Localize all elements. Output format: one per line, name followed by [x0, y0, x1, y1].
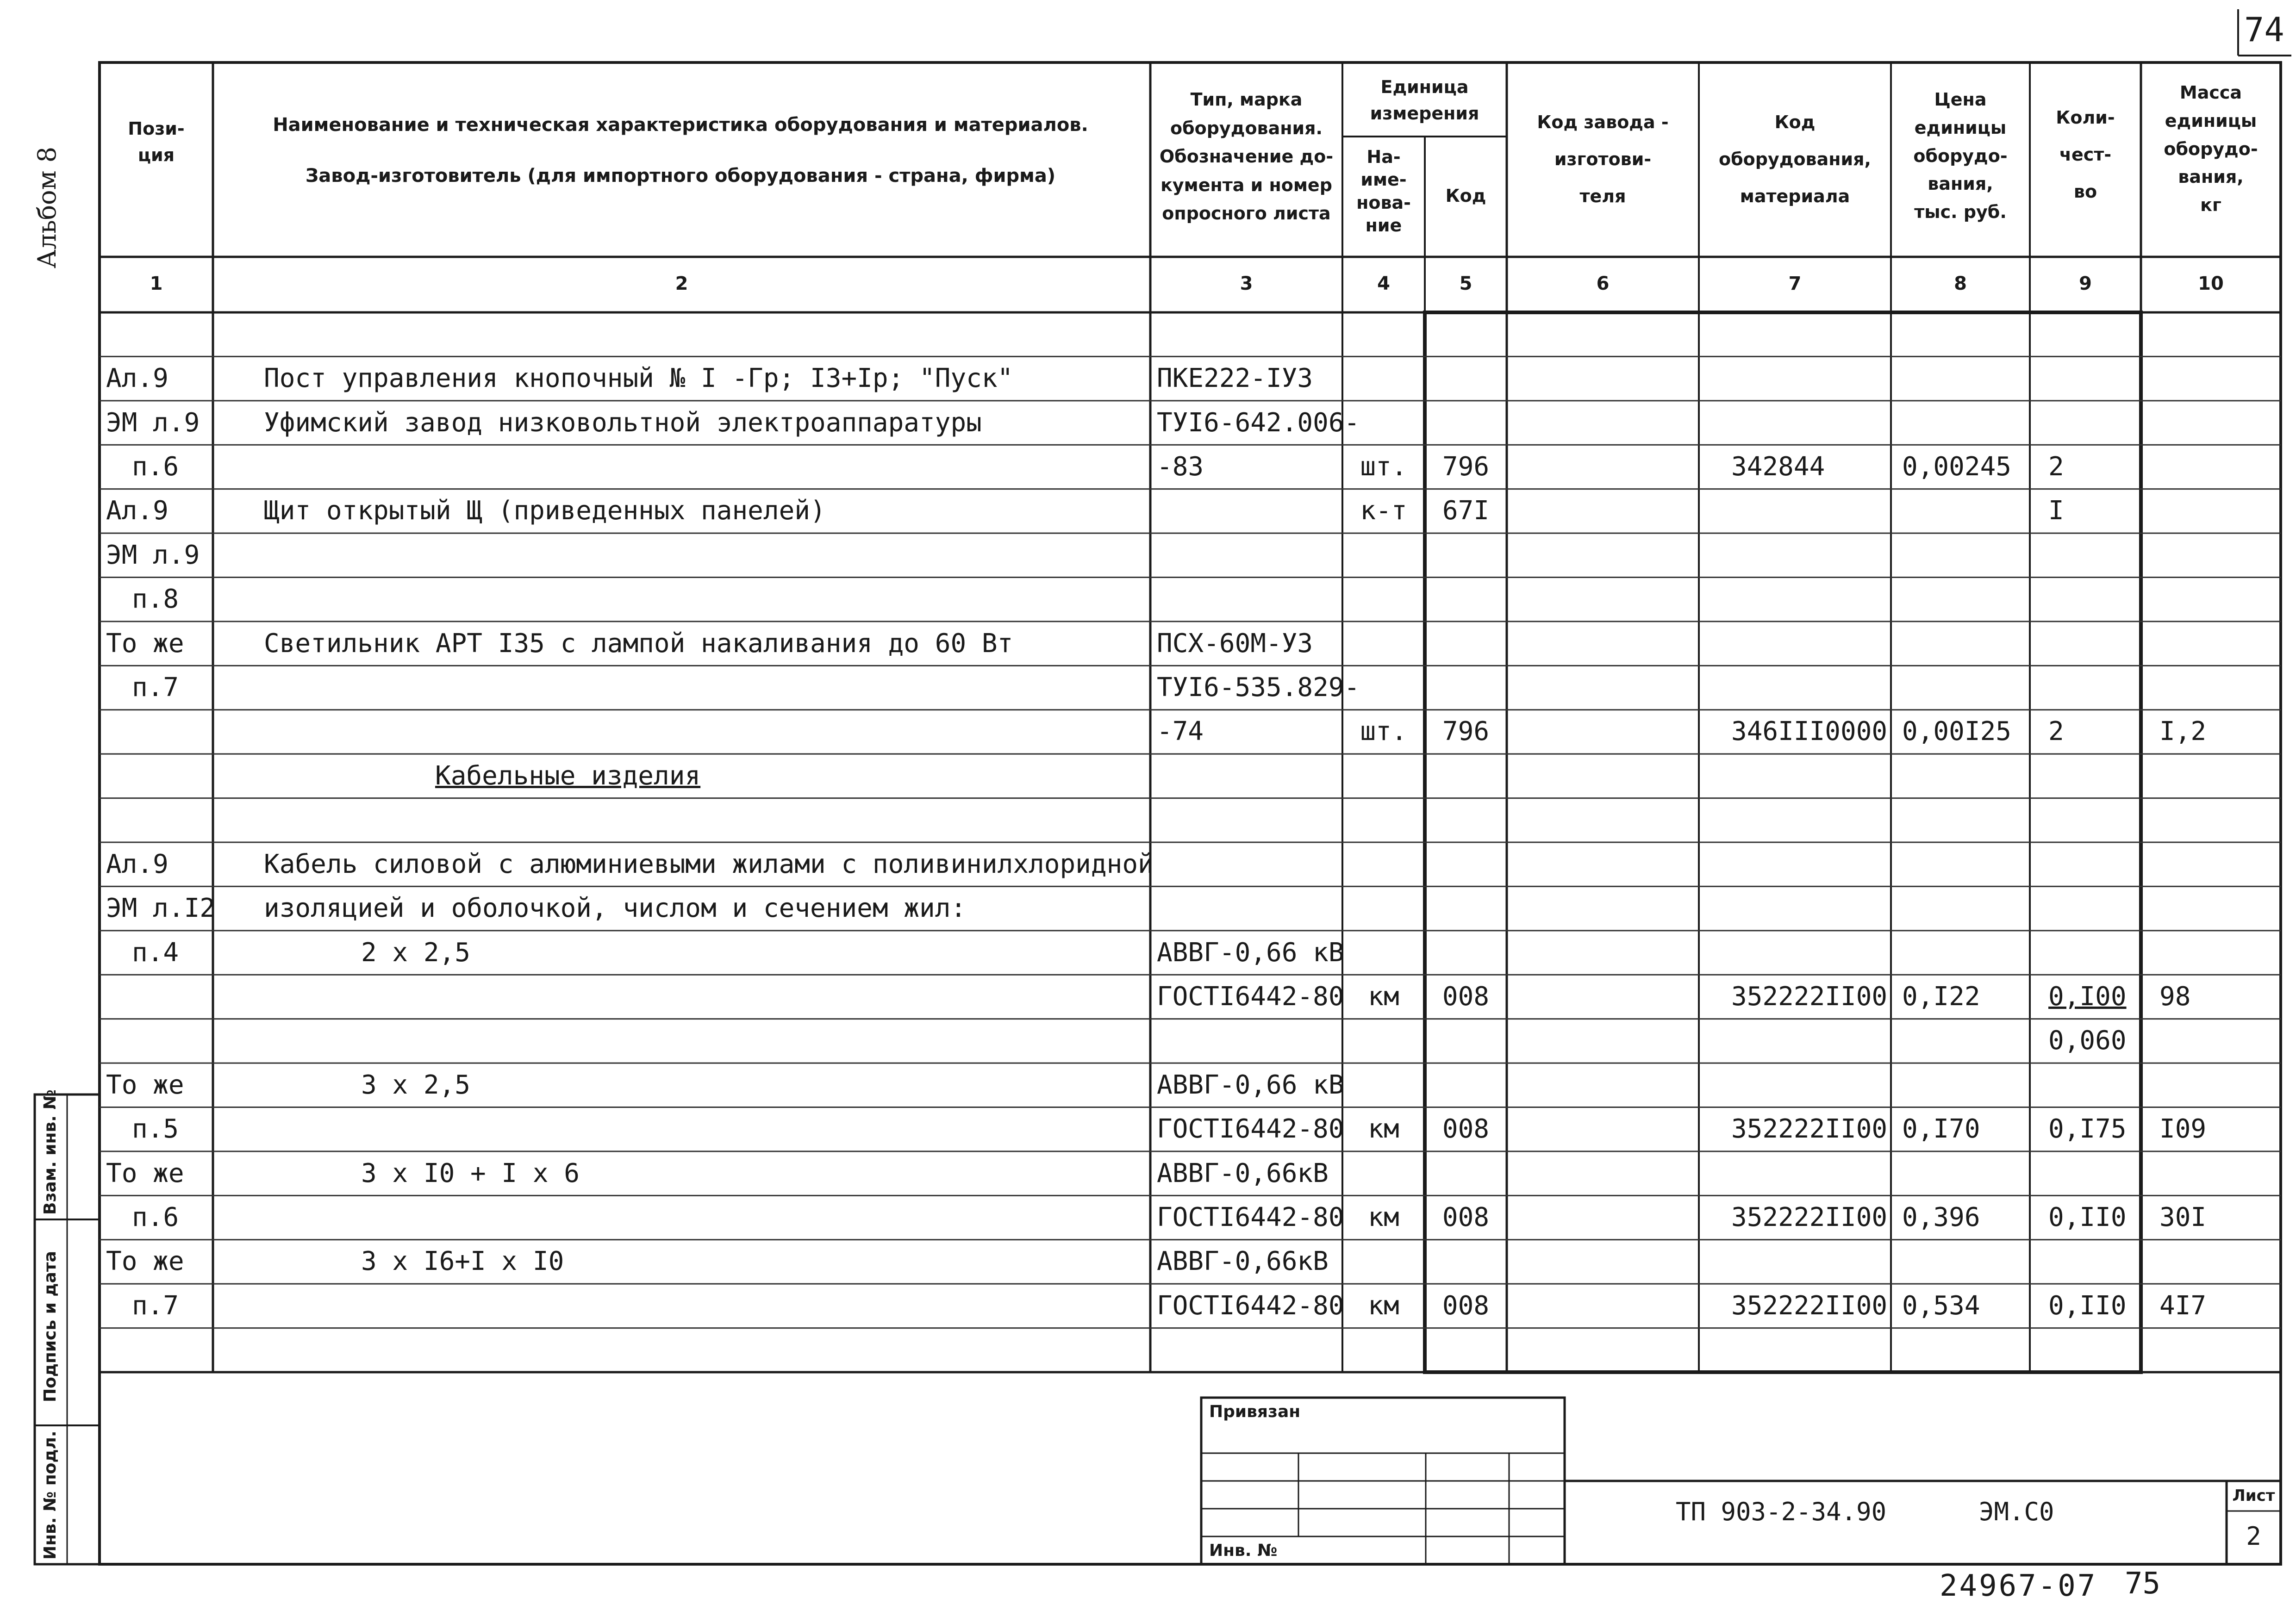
cell-type: ГОСТI6442-80: [1157, 981, 1344, 1012]
cell-mass: I09: [2159, 1114, 2207, 1144]
cell-pos: п.6: [132, 451, 179, 482]
cell-pos: п.8: [132, 584, 179, 615]
cell-unit: [1342, 671, 1425, 704]
title-sheet-number: 2: [2246, 1522, 2261, 1551]
cell-pos: п.6: [132, 1202, 179, 1233]
cell-unit: [1342, 1333, 1425, 1367]
cell-qty: 0,II0: [2048, 1290, 2127, 1321]
cell-type: АВВГ-0,66 кВ: [1157, 1070, 1344, 1100]
cell-unit: [1342, 892, 1425, 925]
cell-unit: км: [1368, 1290, 1399, 1321]
colnum-6: 6: [1596, 273, 1610, 294]
colnum-3: 3: [1240, 273, 1253, 294]
stamp-vzam-inv: Взам. инв. №: [41, 1089, 60, 1215]
cell-type: АВВГ-0,66кВ: [1157, 1158, 1329, 1188]
colnum-7: 7: [1788, 273, 1802, 294]
cell-pos: То же: [106, 628, 184, 659]
colnum-8: 8: [1954, 273, 1967, 294]
cell-price: 0,I22: [1902, 981, 1980, 1012]
cell-name: Щит открытый Щ (приведенных панелей): [264, 496, 826, 526]
cell-material: 352222II00: [1731, 1290, 1888, 1321]
cell-unit: [1342, 1245, 1425, 1278]
cell-mass: 30I: [2159, 1202, 2207, 1233]
cell-mass: 98: [2159, 981, 2191, 1012]
cell-material: 352222II00: [1731, 1114, 1888, 1144]
cell-code: [1425, 1069, 1507, 1102]
cell-qty: 0,I00: [2048, 981, 2127, 1012]
cell-code: [1425, 1024, 1507, 1057]
header-name-line1: Наименование и техническая характеристика оборудования и материалов.: [273, 114, 1088, 136]
cell-code: [1425, 583, 1507, 616]
cell-pos: п.5: [132, 1114, 179, 1144]
cell-qty: 2: [2048, 451, 2064, 482]
colnum-1: 1: [150, 273, 163, 294]
colnum-9: 9: [2079, 273, 2092, 294]
cell-code: 008: [1442, 1114, 1490, 1144]
cell-unit: [1342, 936, 1425, 970]
header-unit-code: Код: [1445, 186, 1486, 206]
cell-unit: [1342, 318, 1425, 351]
cell-pos: п.7: [132, 1290, 179, 1321]
cell-name: Уфимский завод низковольтной электроаппаратуры: [264, 407, 982, 438]
title-doc-code: ТП 903-2-34.90: [1676, 1497, 1887, 1526]
cell-price: 0,534: [1902, 1290, 1980, 1321]
cell-pos: То же: [106, 1246, 184, 1277]
cell-material: 352222II00: [1731, 1202, 1888, 1233]
cell-pos: То же: [106, 1070, 184, 1100]
cell-unit: [1342, 583, 1425, 616]
cell-code: 796: [1442, 716, 1490, 747]
cell-type: ГОСТI6442-80: [1157, 1114, 1344, 1144]
cell-code: [1425, 671, 1507, 704]
cell-code: [1425, 318, 1507, 351]
cell-code: [1425, 892, 1507, 925]
title-sheet-label: Лист: [2232, 1486, 2275, 1505]
header-price: Цена единицы оборудо- вания, тыс. руб.: [1913, 89, 2008, 223]
cell-mass: I,2: [2159, 716, 2207, 747]
cell-mass: 4I7: [2159, 1290, 2207, 1321]
stamp-podpis-data: Подпись и дата: [41, 1251, 60, 1402]
cell-name: 3 x I6+I x I0: [361, 1246, 564, 1277]
cell-code: 796: [1442, 451, 1490, 482]
cell-pos: Ал.9: [106, 363, 168, 394]
cell-pos: Ал.9: [106, 496, 168, 526]
cell-unit: [1342, 406, 1425, 440]
cell-name: Кабель силовой с алюминиевыми жилами с поливинилхлоридной: [264, 849, 1154, 879]
colnum-10: 10: [2198, 273, 2224, 294]
header-mass: Масса единицы оборудо- вания, кг: [2164, 82, 2258, 216]
cell-unit: шт.: [1360, 716, 1407, 747]
cell-type: ПСХ-60М-У3: [1157, 628, 1313, 659]
cell-pos: Ал.9: [106, 849, 168, 879]
colnum-5: 5: [1459, 273, 1472, 294]
cell-pos: ЭМ л.9: [106, 540, 200, 570]
header-unit-group: Единица измерения: [1370, 77, 1479, 124]
cell-unit: [1342, 1024, 1425, 1057]
cell-type: ПКЕ222-IУ3: [1157, 363, 1313, 394]
cell-type: -74: [1157, 716, 1204, 747]
cell-pos: ЭМ л.9: [106, 407, 200, 438]
header-position: Пози- ция: [128, 118, 185, 165]
cell-code: [1425, 362, 1507, 395]
cell-qty: 0,II0: [2048, 1202, 2127, 1233]
cell-unit: [1342, 362, 1425, 395]
cell-unit: [1342, 1157, 1425, 1190]
cell-unit: [1342, 759, 1425, 793]
cell-code: 67I: [1442, 496, 1490, 526]
title-privyazan: Привязан: [1209, 1402, 1301, 1421]
cell-qty: 0,I75: [2048, 1114, 2127, 1144]
cell-name: 3 x 2,5: [361, 1070, 471, 1100]
cell-name: Пост управления кнопочный № I -Гр; I3+Iр; "Пуск": [264, 363, 1013, 394]
cell-unit: шт.: [1360, 451, 1407, 482]
cell-type: -83: [1157, 451, 1204, 482]
cell-unit: км: [1368, 1114, 1399, 1144]
cell-pos: То же: [106, 1158, 184, 1188]
cell-material: 342844: [1731, 451, 1825, 482]
cell-unit: [1342, 1069, 1425, 1102]
stamp-inv-podl: Инв. № подл.: [41, 1430, 60, 1560]
cell-qty: 0,060: [2048, 1026, 2127, 1056]
cell-pos: п.7: [132, 672, 179, 703]
cell-code: 008: [1442, 981, 1490, 1012]
colnum-4: 4: [1377, 273, 1390, 294]
header-type: Тип, марка оборудования. Обозначение до- кумента и номер опросного листа: [1159, 89, 1334, 224]
colnum-2: 2: [675, 273, 688, 294]
header-name-line2: Завод-изготовитель (для импортного оборудования - страна, фирма): [305, 165, 1056, 187]
album-label: Альбом 8: [32, 146, 62, 268]
cell-unit: [1342, 803, 1425, 837]
cell-price: 0,00245: [1902, 451, 2012, 482]
cell-name: 3 x I0 + I x 6: [361, 1158, 580, 1188]
cell-qty: I: [2048, 496, 2064, 526]
cell-price: 0,00I25: [1902, 716, 2012, 747]
cell-code: 008: [1442, 1290, 1490, 1321]
cell-code: [1425, 759, 1507, 793]
cell-code: [1425, 406, 1507, 440]
cell-qty: 2: [2048, 716, 2064, 747]
cell-type: АВВГ-0,66кВ: [1157, 1246, 1329, 1277]
cell-code: [1425, 539, 1507, 572]
cell-price: 0,396: [1902, 1202, 1980, 1233]
cell-price: 0,I70: [1902, 1114, 1980, 1144]
cell-unit: [1342, 539, 1425, 572]
cell-code: [1425, 1157, 1507, 1190]
cell-material: 352222II00: [1731, 981, 1888, 1012]
cell-code: [1425, 803, 1507, 837]
title-doc-mark: ЭМ.С0: [1979, 1497, 2054, 1526]
cell-name: 2 x 2,5: [361, 937, 471, 968]
cell-pos: п.4: [132, 937, 179, 968]
cell-code: [1425, 936, 1507, 970]
cell-unit: км: [1368, 1202, 1399, 1233]
cell-code: [1425, 848, 1507, 881]
cell-type: ТУI6-642.006-: [1157, 407, 1360, 438]
cell-name: Кабельные изделия: [435, 760, 701, 791]
cell-code: [1425, 627, 1507, 660]
cell-type: АВВГ-0,66 кВ: [1157, 937, 1344, 968]
cell-code: [1425, 1333, 1507, 1367]
cell-material: 346III0000: [1731, 716, 1888, 747]
page-number-top: 74: [2244, 10, 2284, 49]
header-quantity: Коли- чест- во: [2056, 107, 2115, 202]
cell-unit: к-т: [1360, 496, 1407, 526]
cell-type: ТУI6-535.829-: [1157, 672, 1360, 703]
cell-unit: [1342, 627, 1425, 660]
cell-name: изоляцией и оболочкой, числом и сечением жил:: [264, 893, 967, 924]
cell-pos: ЭМ л.I2: [106, 893, 216, 924]
cell-unit: км: [1368, 981, 1399, 1012]
cell-code: 008: [1442, 1202, 1490, 1233]
bottom-sheet-number: 75: [2125, 1567, 2161, 1601]
header-factory-code: Код завода - изготови- теля: [1537, 112, 1669, 206]
cell-unit: [1342, 848, 1425, 881]
cell-name: Светильник АРТ I35 с лампой накаливания до 60 Вт: [264, 628, 1013, 659]
cell-type: ГОСТI6442-80: [1157, 1290, 1344, 1321]
header-material-code: Код оборудования, материала: [1719, 112, 1871, 206]
title-inv-no: Инв. №: [1209, 1541, 1278, 1560]
header-unit-name: На- име- нова- ние: [1356, 147, 1411, 236]
cell-code: [1425, 1245, 1507, 1278]
cell-type: ГОСТI6442-80: [1157, 1202, 1344, 1233]
bottom-doc-number: 24967-07: [1940, 1569, 2097, 1603]
